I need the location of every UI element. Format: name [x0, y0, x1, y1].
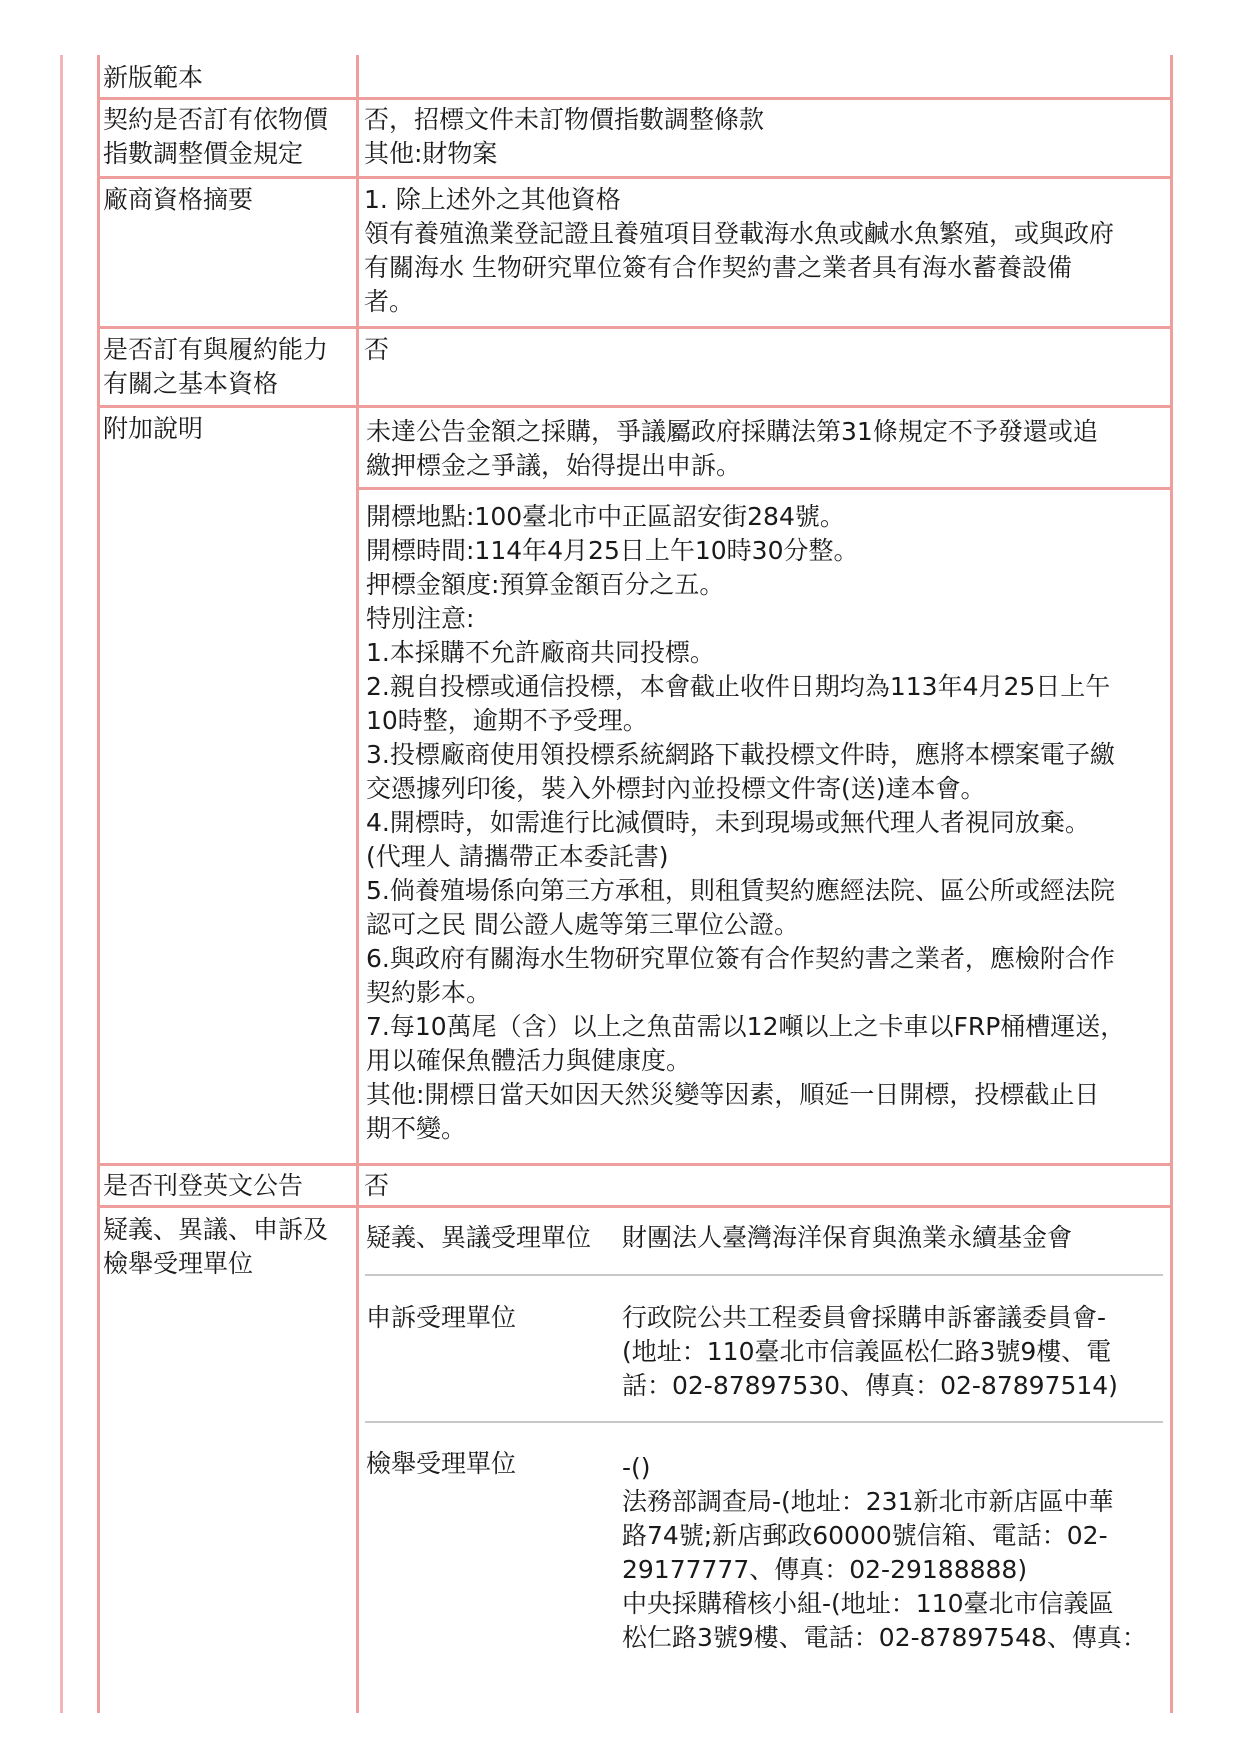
row-value-price-index: 否，招標文件未訂物價指數調整條款 其他:財物案 — [364, 105, 765, 168]
cell-divider — [359, 487, 1170, 490]
row-divider — [97, 405, 1173, 408]
row-divider — [97, 1205, 1173, 1208]
page-margin-bar — [60, 55, 63, 1713]
row-label-english-notice: 是否刊登英文公告 — [103, 1171, 304, 1200]
row-label-additional-notes: 附加說明 — [103, 414, 204, 443]
row-label-template: 新版範本 — [103, 63, 204, 92]
row-value-vendor-qualification: 1. 除上述外之其他資格 領有養殖漁業登記證且養殖項目登載海水魚或鹹水魚繁殖，或與政府 有關海水 生物研究單位簽有合作契約書之業者具有海水蓄養設備 者。 — [364, 185, 1115, 316]
row-divider — [97, 176, 1173, 179]
row-divider — [97, 1163, 1173, 1166]
unit-divider — [365, 1421, 1163, 1423]
table-border-right — [1170, 55, 1173, 1713]
row-label-complaint-units: 疑義、異議、申訴及 檢舉受理單位 — [103, 1215, 329, 1278]
row-divider — [97, 326, 1173, 329]
objection-unit-value: 財團法人臺灣海洋保育與漁業永續基金會 — [622, 1223, 1073, 1252]
row-label-price-index: 契約是否訂有依物價 指數調整價金規定 — [103, 105, 329, 168]
appeal-unit-value: 行政院公共工程委員會採購申訴審議委員會- (地址：110臺北市信義區松仁路3號9樓、電 話：02-87897530、傳真：02-87897514) — [622, 1303, 1118, 1400]
objection-unit-label: 疑義、異議受理單位 — [366, 1223, 592, 1252]
table-border-left — [97, 55, 100, 1713]
additional-notes-block-1: 未達公告金額之採購，爭議屬政府採購法第31條規定不予發還或追 繳押標金之爭議，始得提出申訴。 — [366, 417, 1098, 480]
unit-divider — [365, 1274, 1163, 1276]
report-unit-value: -() 法務部調查局-(地址：231新北市新店區中華 路74號;新店郵政60000號信箱、電話：02- 29177777、傳真：02-29188888) 中央採購稽核小組-(地址：110臺北市信義區 松仁路3號9樓、電話：02-87897548、傳真： — [622, 1453, 1147, 1652]
row-label-vendor-qualification: 廠商資格摘要 — [103, 185, 254, 214]
row-value-basic-qualification: 否 — [364, 335, 390, 364]
appeal-unit-label: 申訴受理單位 — [366, 1303, 517, 1332]
row-divider — [97, 97, 1173, 100]
row-value-english-notice: 否 — [364, 1171, 390, 1200]
additional-notes-block-2: 開標地點:100臺北市中正區詔安街284號。 開標時間:114年4月25日上午10時30分整。 押標金額度:預算金額百分之五。 特別注意: 1.本採購不允許廠商共同投標。 2.親自投標或通信投標，本會截止收件日期均為113年4月25日上午 10時整，逾期不予受理。 3.投標廠商使用領投標系統網路下載投標文件時，應將本標案電子繳 交憑據列印後，裝入外標封內並投標文件寄(送)達本會。 4.開標時，如需進行比減價時，未到現場或無代理人者視同放棄。 (代理人 請攜帶正本委託書) 5.倘養殖場係向第三方承租，則租賃契約應經法院、區公所或經法院 認可之民 間公證人處等第三單位公證。 6.與政府有關海水生物研究單位簽有合作契約書之業者，應檢附合作 契約影本。 7.每10萬尾（含）以上之魚苗需以12噸以上之卡車以FRP桶槽運送， 用以確保魚體活力與健康度。 其他:開標日當天如因天然災變等因素，順延一日開標，投標截止日 期不變。 — [366, 502, 1126, 1143]
row-label-basic-qualification: 是否訂有與履約能力 有關之基本資格 — [103, 335, 329, 398]
report-unit-label: 檢舉受理單位 — [366, 1449, 517, 1478]
table-border-middle — [356, 55, 359, 1713]
